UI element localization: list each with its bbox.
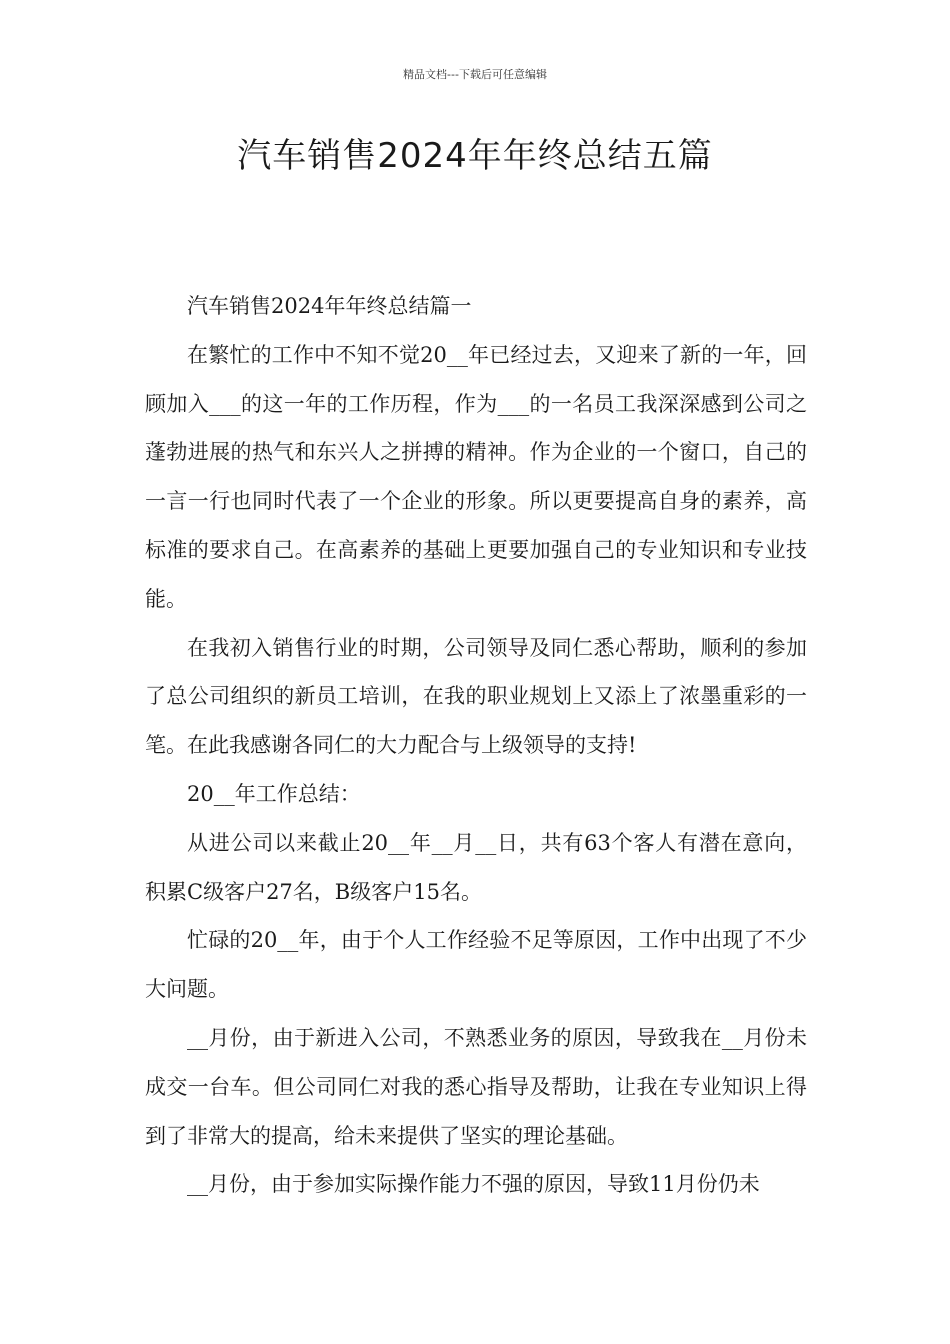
paragraph: 20__年工作总结： bbox=[187, 781, 361, 806]
paragraph: 在繁忙的工作中不知不觉20__年已经过去，又迎来了新的一年，回顾加入___的这一年的工作历程，作为___的一名员工我深深感到公司之蓬勃进展的热气和东兴人之拼搏的精神。作为企业的一个窗口，自己的一言一行也同时代表了一个企业的形象。所以更要提高自身的素养，高标准的要求自己。在高素养的基础上更要加强自己的专业知识和专业技能。 bbox=[145, 342, 807, 611]
paragraph: 从进公司以来截止20__年__月__日，共有63个客人有潜在意向，积累C级客户27名，B级客户15名。 bbox=[145, 830, 807, 904]
header-note: 精品文档---下载后可任意编辑 bbox=[403, 68, 547, 81]
section-heading: 汽车销售2024年年终总结篇一 bbox=[187, 294, 472, 318]
paragraph: 在我初入销售行业的时期，公司领导及同仁悉心帮助，顺利的参加了总公司组织的新员工培训，在我的职业规划上又添上了浓墨重彩的一笔。在此我感谢各同仁的大力配合与上级领导的支持! bbox=[145, 635, 807, 758]
paragraph: __月份，由于参加实际操作能力不强的原因，导致11月份仍未 bbox=[187, 1172, 760, 1197]
paragraph: __月份，由于新进入公司，不熟悉业务的原因，导致我在__月份未成交一台车。但公司同仁对我的悉心指导及帮助，让我在专业知识上得到了非常大的提高，给未来提供了坚实的理论基础。 bbox=[145, 1025, 807, 1148]
document-title: 汽车销售2024年年终总结五篇 bbox=[237, 136, 713, 176]
document-body bbox=[145, 282, 807, 1209]
paragraph: 忙碌的20__年，由于个人工作经验不足等原因，工作中出现了不少大问题。 bbox=[145, 928, 807, 1002]
